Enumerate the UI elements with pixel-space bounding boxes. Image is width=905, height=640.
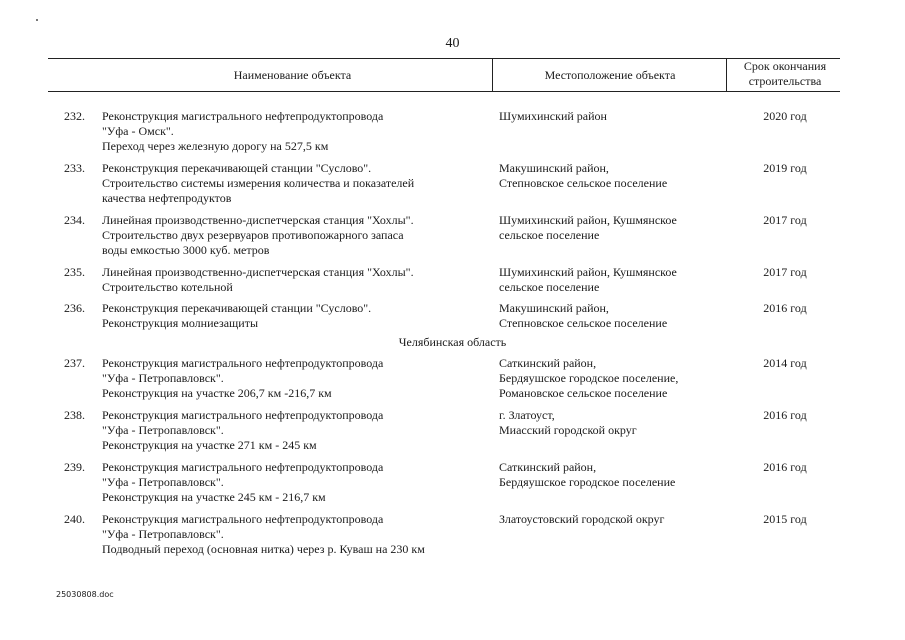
document-filename: 25030808.doc: [56, 590, 114, 599]
row-number: 239.: [64, 460, 85, 474]
header-divider-1: [492, 58, 493, 92]
object-name: Линейная производственно-диспетчерская станция "Хохлы". Строительство двух резервуаров противопожарного запаса воды емкостью 3000 куб. метров: [102, 213, 414, 257]
completion-year: 2016 год: [763, 460, 807, 474]
completion-year: 2014 год: [763, 356, 807, 370]
row-number: 236.: [64, 301, 85, 315]
completion-year: 2016 год: [763, 408, 807, 422]
object-name: Линейная производственно-диспетчерская станция "Хохлы". Строительство котельной: [102, 265, 414, 294]
object-location: Златоустовский городской округ: [499, 512, 665, 526]
row-number: 233.: [64, 161, 85, 175]
completion-year: 2017 год: [763, 265, 807, 279]
scan-speck: [36, 19, 38, 21]
object-name: Реконструкция перекачивающей станции "Суслово". Реконструкция молниезащиты: [102, 301, 372, 330]
column-header-name: Наименование объекта: [233, 68, 352, 82]
column-header-deadline: Срок окончания строительства: [743, 59, 827, 88]
completion-year: 2016 год: [763, 301, 807, 315]
completion-year: 2017 год: [763, 213, 807, 227]
row-number: 238.: [64, 408, 85, 422]
header-top-rule: [48, 58, 840, 59]
column-header-location: Местоположение объекта: [544, 68, 676, 82]
object-location: Шумихинский район: [499, 109, 607, 123]
completion-year: 2020 год: [763, 109, 807, 123]
object-name: Реконструкция магистрального нефтепродуктопровода "Уфа - Петропавловск". Реконструкция на участке 245 км - 216,7 км: [102, 460, 384, 504]
object-location: Саткинский район, Бердяушское городское поселение, Романовское сельское поселение: [499, 356, 679, 400]
page-number: 40: [445, 36, 460, 51]
row-number: 240.: [64, 512, 85, 526]
object-location: Макушинский район, Степновское сельское поселение: [499, 301, 668, 330]
row-number: 237.: [64, 356, 85, 370]
object-location: Макушинский район, Степновское сельское поселение: [499, 161, 668, 190]
row-number: 232.: [64, 109, 85, 123]
header-divider-2: [726, 58, 727, 92]
object-location: Шумихинский район, Кушмянское сельское поселение: [499, 265, 677, 294]
object-location: г. Златоуст, Миасский городской округ: [499, 408, 637, 437]
object-name: Реконструкция магистрального нефтепродуктопровода "Уфа - Петропавловск". Подводный переход (основная нитка) через р. Куваш на 230 км: [102, 512, 425, 556]
region-heading: Челябинская область: [398, 335, 507, 349]
completion-year: 2015 год: [763, 512, 807, 526]
header-bottom-rule: [48, 91, 840, 92]
object-name: Реконструкция магистрального нефтепродуктопровода "Уфа - Петропавловск". Реконструкция на участке 271 км - 245 км: [102, 408, 384, 452]
object-name: Реконструкция магистрального нефтепродуктопровода "Уфа - Петропавловск". Реконструкция на участке 206,7 км -216,7 км: [102, 356, 384, 400]
object-name: Реконструкция магистрального нефтепродуктопровода "Уфа - Омск". Переход через железную дорогу на 527,5 км: [102, 109, 384, 153]
row-number: 234.: [64, 213, 85, 227]
object-name: Реконструкция перекачивающей станции "Суслово". Строительство системы измерения количества и показателей качества нефтепродуктов: [102, 161, 415, 205]
object-location: Шумихинский район, Кушмянское сельское поселение: [499, 213, 677, 242]
object-location: Саткинский район, Бердяушское городское поселение: [499, 460, 676, 489]
completion-year: 2019 год: [763, 161, 807, 175]
row-number: 235.: [64, 265, 85, 279]
